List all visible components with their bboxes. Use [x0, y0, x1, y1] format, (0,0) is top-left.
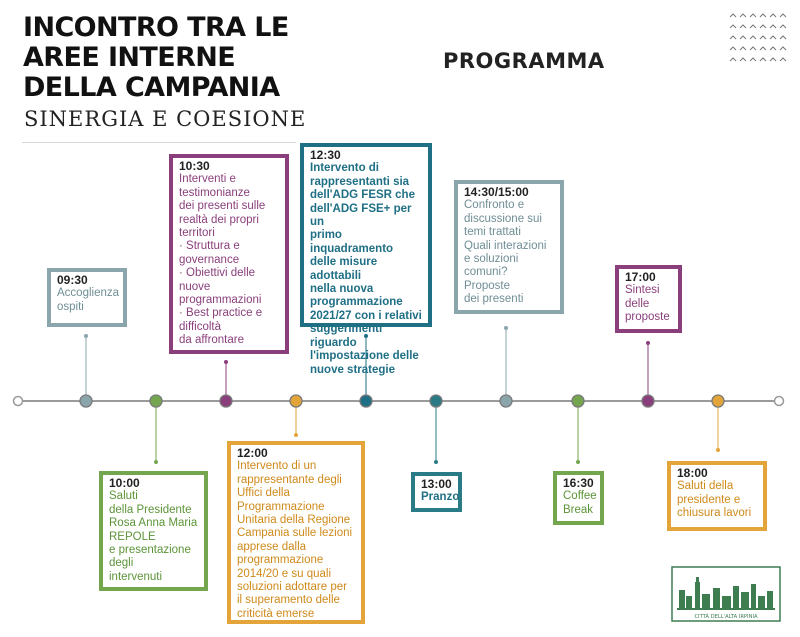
event-0930: [47, 268, 127, 327]
title-line-2: AREE INTERNE: [23, 42, 236, 73]
event-description: Confronto e discussione sui temi trattati Quali interazioni e soluzioni comuni? Proposte dei presenti: [464, 199, 547, 306]
event-1230: [300, 143, 432, 376]
event-1700: [615, 265, 682, 333]
node-1000: [150, 395, 162, 407]
event-1030: [169, 154, 289, 354]
event-description: Interventi e testimonianze dei presenti sulle realtà dei propri territori: [179, 173, 266, 240]
event-1800: [667, 461, 767, 531]
event-time: 09:30: [57, 273, 88, 287]
node-0930: [80, 395, 92, 407]
event-time: 14:30/15:00: [464, 185, 529, 199]
timeline-end-marker: [775, 397, 784, 406]
event-description: Saluti della Presidente Rosa Anna Maria REPOLE e presentazione degli intervenuti: [109, 490, 198, 583]
title-line-1: INCONTRO TRA LE: [23, 12, 289, 43]
event-time: 12:30: [310, 148, 341, 162]
event-description: Coffee Break: [563, 490, 597, 516]
event-time: 10:00: [109, 476, 140, 490]
event-description: Accoglienza ospiti: [57, 287, 120, 313]
title-line-3: DELLA CAMPANIA: [23, 72, 280, 103]
node-1430: [500, 395, 512, 407]
logo-caption: CITTÀ DELL'ALTA IRPINIA: [694, 614, 758, 620]
event-description: Sintesi delle proposte: [625, 284, 670, 324]
node-1700: [642, 395, 654, 407]
event-1000: [99, 471, 208, 591]
event-time: 13:00: [421, 477, 452, 491]
event-description: Saluti della presidente e chiusura lavori: [677, 480, 752, 520]
citta-alta-irpinia-logo: [671, 566, 781, 622]
event-1200: [227, 441, 365, 624]
bullet-item: · Obiettivi delle nuove programmazioni: [179, 267, 262, 307]
event-time: 10:30: [179, 159, 210, 173]
event-description: Pranzo: [421, 491, 460, 504]
event-1430: [454, 180, 564, 314]
bullet-item: · Struttura e governance: [179, 240, 240, 266]
node-1800: [712, 395, 724, 407]
bullet-item: · Best practice e difficoltà da affrontare: [179, 307, 263, 347]
node-1230: [360, 395, 372, 407]
event-time: 18:00: [677, 466, 708, 480]
event-time: 17:00: [625, 270, 656, 284]
event-description: Intervento di un rappresentante degli Uffici della Programmazione Unitaria della Regione Campania sulle lezioni apprese dalla programmazione 2014/20 e su quali soluzioni adottare per il superamento delle criticità emerse: [237, 460, 353, 620]
event-bullet-list: [179, 240, 279, 347]
page-subtitle: SINERGIA E COESIONE: [24, 107, 307, 131]
event-description: Intervento di rappresentanti sia dell'ADG FESR che dell'ADG FSE+ per un primo inquadramento delle misure adottabili nella nuova programmazione 2021/27 con i relativi suggerimenti riguardo l'impostazione delle nuove strategie: [310, 162, 422, 376]
node-1300: [430, 395, 442, 407]
programma-heading: PROGRAMMA: [443, 49, 605, 73]
node-1200: [290, 395, 302, 407]
node-1030: [220, 395, 232, 407]
event-1630: [553, 471, 604, 525]
timeline-start-marker: [14, 397, 23, 406]
event-time: 16:30: [563, 476, 594, 490]
event-time: 12:00: [237, 446, 268, 460]
event-1300: [411, 472, 462, 512]
node-1630: [572, 395, 584, 407]
